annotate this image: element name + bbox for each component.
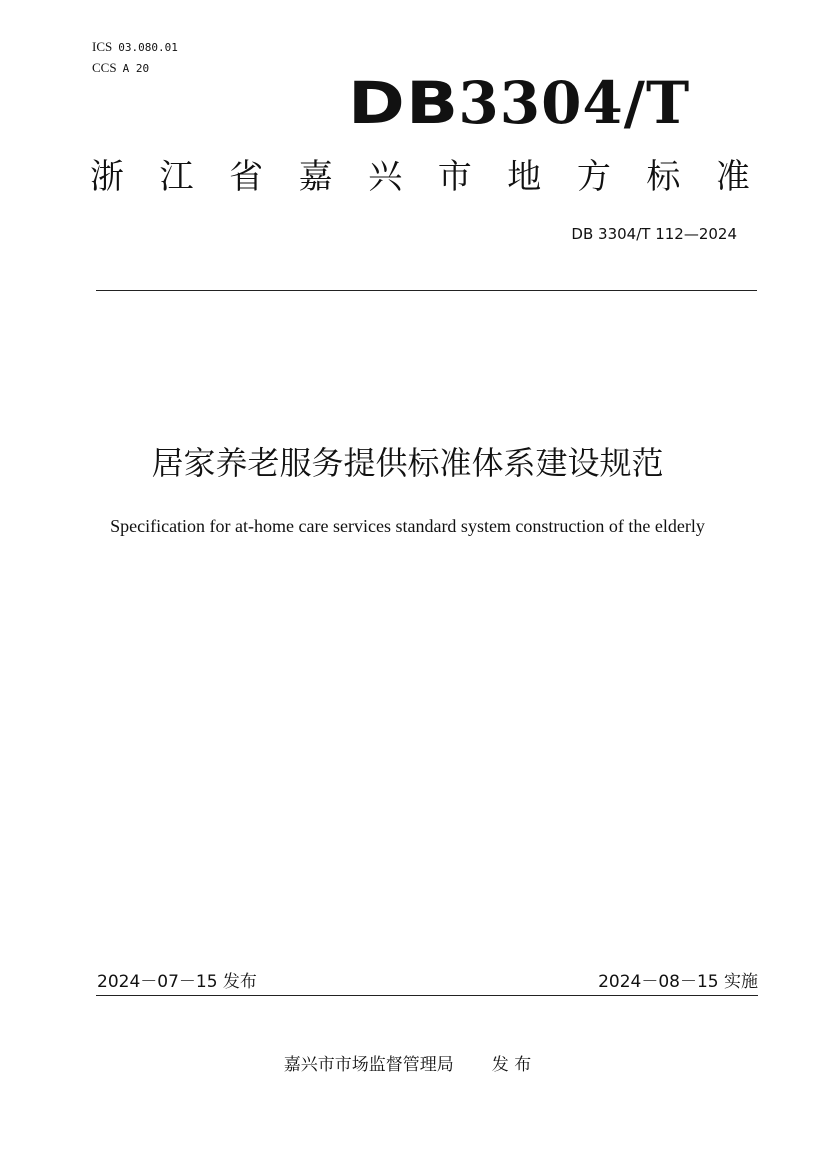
standard-level-char: 市 — [437, 157, 472, 197]
standard-level-char: 地 — [507, 157, 542, 197]
standard-level-char: 标 — [646, 157, 681, 197]
bottom-divider — [96, 995, 758, 996]
standard-code-heading — [348, 66, 708, 140]
standard-level-char: 嘉 — [298, 157, 333, 197]
ics-label: ICS — [92, 39, 113, 54]
document-title-chinese: 居家养老服务提供标准体系建设规范 — [151, 444, 664, 482]
standard-level-char: 准 — [715, 157, 750, 197]
ccs-label: CCS — [92, 60, 117, 75]
ics-value: 03.080.01 — [118, 41, 178, 54]
standard-level-char: 浙 — [90, 157, 124, 197]
ccs-value: A 20 — [122, 62, 150, 75]
implementation-date: 2024－08－15 实施 — [598, 972, 758, 992]
top-divider — [96, 290, 757, 291]
standard-code-rest: 3304/T — [458, 69, 691, 137]
standard-level-char: 方 — [576, 157, 611, 197]
standard-code-prefix: DB — [348, 69, 460, 137]
publisher-action: 发 布 — [491, 1055, 532, 1075]
standard-level-char: 兴 — [368, 157, 403, 197]
ics-line — [92, 40, 178, 55]
standard-level-char: 省 — [229, 157, 264, 197]
publisher-name: 嘉兴市市场监督管理局 — [283, 1055, 454, 1075]
publisher-line — [0, 1053, 815, 1077]
standard-level-title — [90, 154, 750, 200]
standard-level-char: 江 — [159, 157, 194, 197]
standard-number: DB 3304/T 112—2024 — [571, 225, 737, 243]
issue-date: 2024－07－15 发布 — [97, 972, 257, 992]
document-title-english: Specification for at-home care services standard system construction of the elderly — [110, 516, 705, 536]
ccs-line — [92, 61, 149, 76]
